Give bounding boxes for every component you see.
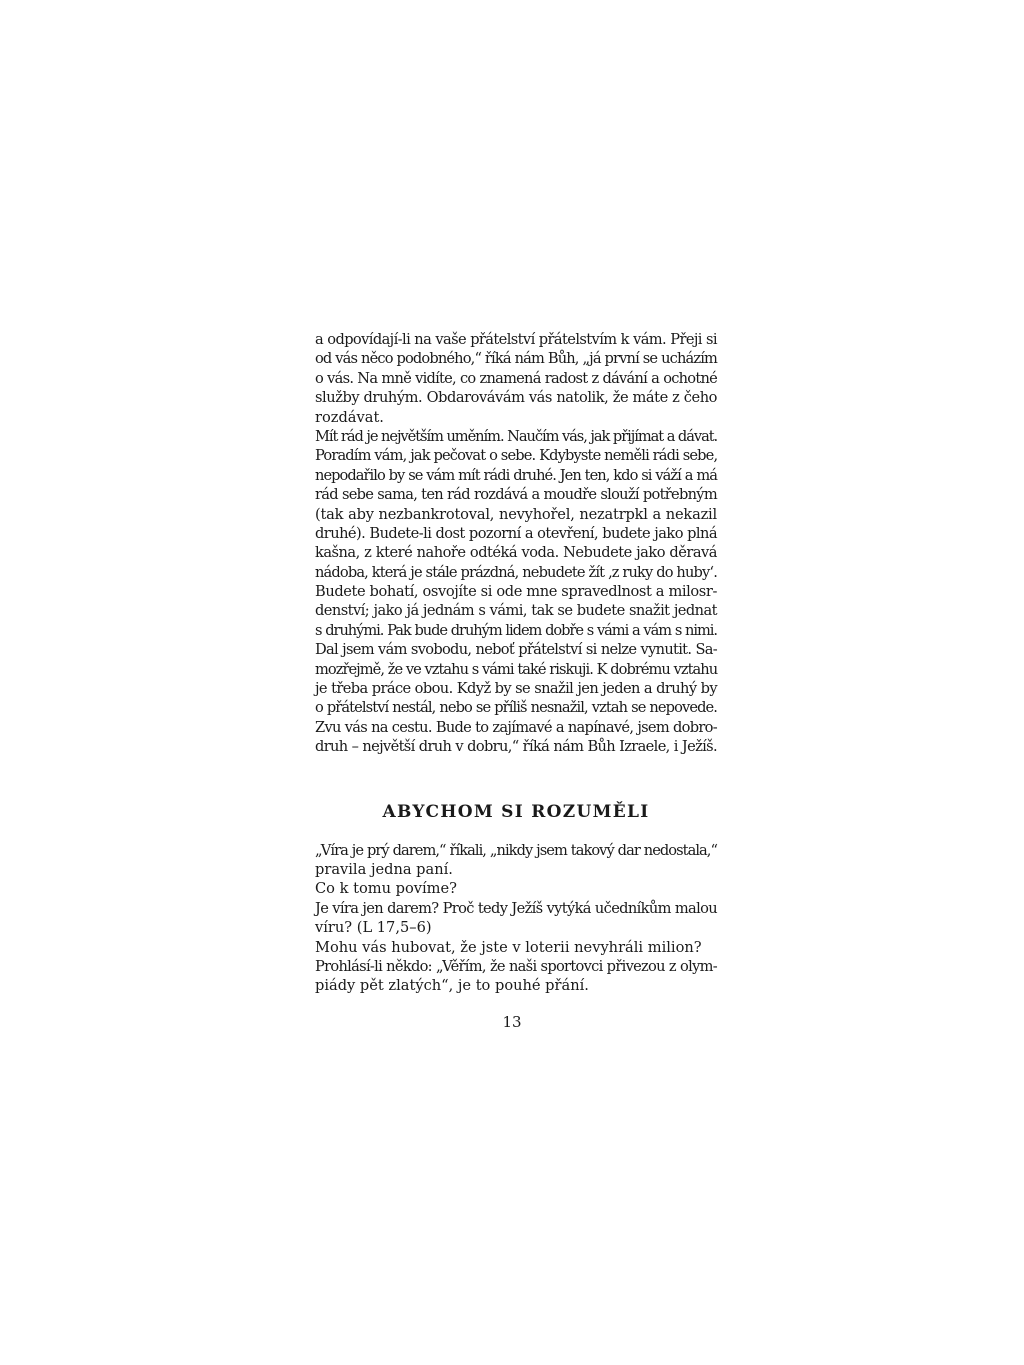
text-line: Mít rád je největším uměním. Naučím vás, jak přijímat a dávat. [315, 427, 718, 445]
text-line: služby druhým. Obdarovávám vás natolik, že máte z čeho [315, 389, 717, 407]
text-line: Budete bohatí, osvojíte si ode mne spravedlnost a milosr- [315, 583, 717, 601]
text-line: Poradím vám, jak pečovat o sebe. Kdybyste neměli rádi sebe, [315, 447, 718, 465]
text-line: (tak aby nezbankrotoval, nevyhořel, nezatrpkl a nekazil [315, 505, 717, 523]
section-body [315, 841, 717, 996]
text-line: druhé). Budete-li dost pozorní a otevření, budete jako plná [315, 524, 717, 542]
text-line: o vás. Na mně vidíte, co znamená radost z dávání a ochotné [315, 369, 717, 387]
section-heading: ABYCHOM SI ROZUMĚLI [382, 801, 650, 822]
text-line: pravila jedna paní. [315, 860, 453, 878]
text-line: a odpovídají-li na vaše přátelství přátelstvím k vám. Přeji si [315, 331, 717, 348]
text-line: rozdávat. [315, 408, 384, 426]
text-line: denství; jako já jednám s vámi, tak se budete snažit jednat [315, 602, 717, 620]
text-line: o přátelství nestál, nebo se příliš nesnažil, vztah se nepovede. [315, 699, 717, 717]
text-line: kašna, z které nahoře odtéká voda. Nebudete jako děravá [315, 544, 717, 562]
text-line: rád sebe sama, ten rád rozdává a moudře slouží potřebným [315, 486, 717, 504]
page-number: 13 [502, 1013, 522, 1031]
text-line: mozřejmě, že ve vztahu s vámi také riskuji. K dobrému vztahu [315, 660, 718, 678]
text-line: víru? (L 17,5–6) [315, 919, 432, 937]
text-line: Co k tomu povíme? [315, 880, 457, 898]
text-line: Prohlásí-li někdo: „Věřím, že naši sportovci přivezou z olym- [315, 957, 717, 975]
text-line: nádoba, která je stále prázdná, nebudete žít ‚z ruky do huby‘. [315, 563, 717, 581]
text-line: druh – největší druh v dobru,“ říká nám Bůh Izraele, i Ježíš. [315, 738, 717, 756]
text-line: „Víra je prý darem,“ říkali, „nikdy jsem takový dar nedostala,“ [315, 841, 717, 859]
page-body [315, 330, 717, 996]
text-line: piády pět zlatých“, je to pouhé přání. [315, 977, 589, 995]
text-line: Dal jsem vám svobodu, neboť přátelství si nelze vynutit. Sa- [315, 641, 717, 659]
text-line: Mohu vás hubovat, že jste v loterii nevyhráli milion? [315, 938, 702, 956]
text-line: Zvu vás na cestu. Bude to zajímavé a napínavé, jsem dobro- [315, 718, 717, 736]
text-line: je třeba práce obou. Když by se snažil jen jeden a druhý by [315, 680, 717, 698]
text-line: nepodařilo by se vám mít rádi druhé. Jen ten, kdo si váží a má [315, 466, 717, 484]
text-line: Je víra jen darem? Proč tedy Ježíš vytýká učedníkům malou [315, 899, 717, 917]
paragraph-friendship [315, 330, 717, 427]
text-line: s druhými. Pak bude druhým lidem dobře s vámi a vám s nimi. [315, 621, 717, 639]
text-line: od vás něco podobného,“ říká nám Bůh, „já první se ucházím [315, 350, 717, 368]
paragraph-love [315, 427, 717, 757]
